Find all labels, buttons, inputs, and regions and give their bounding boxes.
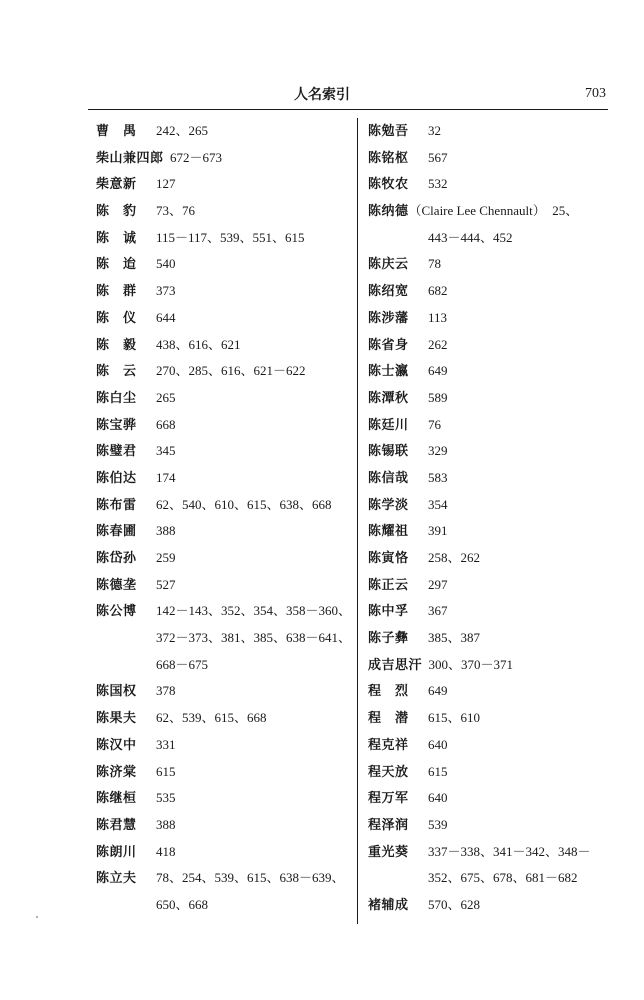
entry-name: 陈诚 <box>96 230 151 246</box>
entry-pages: 418 <box>156 843 176 859</box>
entry-line <box>96 492 354 519</box>
entry-line <box>368 625 620 652</box>
index-entry <box>96 385 354 412</box>
entry-line <box>96 251 354 278</box>
index-entry <box>368 145 620 172</box>
index-entry <box>368 652 620 679</box>
entry-name: 陈铭枢 <box>368 150 409 166</box>
entry-pages: 589 <box>428 389 448 405</box>
entry-name: 陈纳德 <box>368 204 409 220</box>
entry-line <box>368 678 620 705</box>
entry-line <box>96 145 354 172</box>
index-entry <box>368 812 620 839</box>
entry-pages: 682 <box>428 283 448 299</box>
entry-line <box>368 118 620 145</box>
entry-line <box>96 598 354 625</box>
entry-pages: 672－673 <box>170 149 223 165</box>
index-column-left <box>96 118 354 919</box>
index-entry <box>368 839 620 892</box>
entry-pages: 262 <box>428 336 448 352</box>
entry-name: 成吉思汗 <box>368 657 423 673</box>
entry-line <box>96 572 354 599</box>
entry-name: 陈耀祖 <box>368 524 409 540</box>
entry-line <box>96 678 354 705</box>
entry-pages: 337－338、341－342、348－ <box>428 843 591 859</box>
entry-name: 程天放 <box>368 764 409 780</box>
entry-line <box>368 598 620 625</box>
index-entry <box>96 759 354 786</box>
index-entry <box>368 278 620 305</box>
index-entry <box>96 438 354 465</box>
entry-pages: 438、616、621 <box>156 336 241 352</box>
entry-pages: 62、539、615、668 <box>156 710 267 726</box>
index-entry <box>368 118 620 145</box>
entry-continuation-line <box>96 892 354 919</box>
entry-name: 陈云 <box>96 364 151 380</box>
entry-name: 陈岱孙 <box>96 551 137 566</box>
index-entry <box>96 572 354 599</box>
scan-speck <box>36 916 38 918</box>
index-entry <box>368 332 620 359</box>
entry-name: 陈勉吾 <box>368 124 409 139</box>
entry-pages: 615 <box>156 763 176 779</box>
entry-pages: 372－373、381、385、638－641、 <box>156 630 352 646</box>
entry-name: 陈果夫 <box>96 711 137 727</box>
entry-name: 陈迨 <box>96 257 151 273</box>
index-entry <box>96 732 354 759</box>
entry-pages: 373 <box>156 283 176 299</box>
index-entry <box>96 332 354 359</box>
index-entry <box>368 545 620 572</box>
entry-continuation-line <box>96 625 354 652</box>
entry-line <box>368 251 620 278</box>
entry-pages: 258、262 <box>428 550 481 565</box>
entry-pages: 62、540、610、615、638、668 <box>156 496 332 512</box>
index-entry <box>368 678 620 705</box>
entry-name: 陈朗川 <box>96 844 137 860</box>
entry-name: 程泽润 <box>368 817 409 833</box>
entry-pages: 388 <box>156 816 176 832</box>
entry-name: 陈正云 <box>368 577 409 593</box>
entry-line <box>96 839 354 866</box>
index-entry <box>96 518 354 545</box>
entry-pages: 650、668 <box>156 896 209 912</box>
entry-name: 重光葵 <box>368 844 409 860</box>
running-header-title: 人名索引 <box>294 87 350 103</box>
index-entry <box>96 705 354 732</box>
index-entry <box>368 598 620 625</box>
entry-line <box>96 812 354 839</box>
index-entry <box>96 545 354 572</box>
entry-line <box>368 812 620 839</box>
entry-pages: 345 <box>156 443 176 459</box>
entry-pages: 527 <box>156 576 176 592</box>
index-entry <box>96 865 354 918</box>
index-entry <box>368 705 620 732</box>
index-entry <box>96 465 354 492</box>
index-entry <box>368 412 620 439</box>
entry-name: 程万军 <box>368 791 409 807</box>
index-entry <box>96 358 354 385</box>
index-entry <box>96 812 354 839</box>
entry-name: 陈立夫 <box>96 871 137 887</box>
entry-name: 陈学淡 <box>368 497 409 513</box>
entry-name: 陈毅 <box>96 337 151 353</box>
index-entry <box>96 278 354 305</box>
entry-line <box>368 438 620 465</box>
index-entry <box>96 492 354 519</box>
entry-pages: 76 <box>428 416 441 432</box>
entry-pages: 535 <box>156 790 176 806</box>
index-entry <box>96 171 354 198</box>
entry-line <box>96 545 354 572</box>
entry-pages: 443－444、452 <box>428 229 513 245</box>
entry-line <box>368 492 620 519</box>
index-entry <box>368 572 620 599</box>
entry-pages: 142－143、352、354、358－360、 <box>156 603 352 619</box>
entry-line <box>96 385 354 412</box>
entry-pages: 265 <box>156 389 176 405</box>
entry-name: 陈牧农 <box>368 177 409 193</box>
entry-name: 陈伯达 <box>96 470 137 486</box>
entry-name: 陈锡联 <box>368 444 409 460</box>
entry-name: 陈德垄 <box>96 577 137 593</box>
entry-name: 陈子彝 <box>368 631 409 647</box>
entry-name: 陈寅恪 <box>368 551 409 566</box>
entry-name: 陈庆云 <box>368 257 409 273</box>
entry-pages: 78、254、539、615、638－639、 <box>156 870 345 886</box>
entry-name: 柴意新 <box>96 177 137 193</box>
entry-pages: 615 <box>428 763 448 779</box>
entry-pages: 259 <box>156 550 176 565</box>
entry-pages: 640 <box>428 790 448 806</box>
entry-pages: 367 <box>428 603 448 619</box>
entry-name: 程烈 <box>368 684 423 700</box>
entry-line <box>96 305 354 332</box>
entry-pages: 388 <box>156 523 176 539</box>
index-entry <box>368 251 620 278</box>
entry-line <box>96 732 354 759</box>
entry-pages: 532 <box>428 176 448 192</box>
entry-line <box>96 759 354 786</box>
index-entry <box>368 892 620 919</box>
column-divider <box>357 118 358 924</box>
entry-name: 陈白尘 <box>96 390 137 406</box>
entry-line <box>368 358 620 385</box>
entry-name: 柴山兼四郎 <box>96 150 164 166</box>
entry-pages: 270、285、616、621－622 <box>156 363 306 379</box>
entry-pages: 300、370－371 <box>428 656 514 672</box>
entry-pages: 583 <box>428 469 448 485</box>
entry-continuation-line <box>368 865 620 892</box>
entry-line <box>368 518 620 545</box>
index-entry <box>96 839 354 866</box>
entry-name: 陈士瀛 <box>368 364 409 380</box>
entry-name: 陈君慧 <box>96 817 137 833</box>
entry-pages: 391 <box>428 523 448 539</box>
index-entry <box>96 251 354 278</box>
entry-line <box>368 785 620 812</box>
entry-pages: 127 <box>156 176 176 192</box>
entry-name: 陈中孚 <box>368 604 409 620</box>
entry-name: 陈潭秋 <box>368 390 409 406</box>
entry-pages: 174 <box>156 469 176 485</box>
index-entry <box>368 385 620 412</box>
entry-pages: 115－117、539、551、615 <box>156 229 305 245</box>
header-rule <box>88 109 608 110</box>
entry-line <box>368 171 620 198</box>
entry-name: 陈廷川 <box>368 417 409 433</box>
entry-pages: 570、628 <box>428 896 481 912</box>
entry-pages: 354 <box>428 496 448 512</box>
index-entry <box>368 759 620 786</box>
entry-line <box>368 892 620 919</box>
index-column-right <box>368 118 620 919</box>
entry-line <box>368 839 620 866</box>
entry-line <box>368 545 620 572</box>
index-entry <box>368 305 620 332</box>
index-entry <box>96 118 354 145</box>
index-entry <box>368 198 620 251</box>
index-entry <box>368 492 620 519</box>
entry-line <box>368 332 620 359</box>
index-entry <box>368 732 620 759</box>
entry-pages: 297 <box>428 576 448 592</box>
entry-name: 陈公博 <box>96 604 137 620</box>
index-entry <box>96 225 354 252</box>
entry-line <box>96 358 354 385</box>
entry-pages: 78 <box>428 256 441 272</box>
entry-name: 程潜 <box>368 711 423 727</box>
index-entry <box>96 145 354 172</box>
entry-line <box>368 385 620 412</box>
entry-name: 陈省身 <box>368 337 409 353</box>
entry-name: 陈涉藩 <box>368 310 409 326</box>
entry-pages: 352、675、678、681－682 <box>428 870 578 886</box>
entry-pages: 649 <box>428 363 448 379</box>
entry-line <box>368 705 620 732</box>
index-entry <box>96 412 354 439</box>
index-entry <box>368 465 620 492</box>
entry-line <box>368 412 620 439</box>
index-entry <box>96 305 354 332</box>
index-entry <box>368 785 620 812</box>
entry-pages: 668 <box>156 416 176 432</box>
entry-pages: 73、76 <box>156 203 196 219</box>
entry-pages: 32 <box>428 123 441 138</box>
index-entry <box>368 625 620 652</box>
entry-name: 陈豹 <box>96 204 151 220</box>
entry-name: 曹禺 <box>96 124 151 139</box>
entry-name: 陈仪 <box>96 310 151 326</box>
index-entry <box>368 171 620 198</box>
entry-pages: 242、265 <box>156 123 209 138</box>
entry-line <box>96 518 354 545</box>
entry-line <box>96 865 354 892</box>
entry-line <box>368 732 620 759</box>
entry-pages: 539 <box>428 816 448 832</box>
entry-name: 陈信哉 <box>368 470 409 486</box>
entry-line <box>96 785 354 812</box>
entry-line <box>96 465 354 492</box>
entry-name: 陈继桓 <box>96 791 137 807</box>
index-entry <box>96 198 354 225</box>
entry-line <box>96 412 354 439</box>
entry-pages: 649 <box>428 683 448 699</box>
entry-line <box>368 305 620 332</box>
page-number: 703 <box>585 86 606 101</box>
entry-pages: 640 <box>428 736 448 752</box>
entry-pages: 113 <box>428 309 448 325</box>
index-entry <box>96 598 354 678</box>
index-entry <box>96 678 354 705</box>
entry-pages: 540 <box>156 256 176 272</box>
index-entry <box>368 358 620 385</box>
entry-line <box>96 198 354 225</box>
entry-line <box>368 145 620 172</box>
entry-line <box>368 465 620 492</box>
index-entry <box>368 518 620 545</box>
entry-line <box>368 759 620 786</box>
entry-name: 褚辅成 <box>368 897 409 913</box>
entry-line <box>96 171 354 198</box>
entry-name: 陈璧君 <box>96 444 137 460</box>
entry-pages: 668－675 <box>156 656 209 672</box>
entry-pages: 378 <box>156 683 176 699</box>
entry-pages: 385、387 <box>428 630 481 646</box>
entry-pages: 615、610 <box>428 710 481 726</box>
entry-name: 陈国权 <box>96 684 137 700</box>
entry-name: 陈布雷 <box>96 497 137 513</box>
entry-name: 陈群 <box>96 284 151 300</box>
entry-continuation-line <box>96 652 354 679</box>
entry-name: 陈汉中 <box>96 737 137 753</box>
entry-line <box>96 438 354 465</box>
entry-name: 程克祥 <box>368 737 409 753</box>
entry-line <box>96 332 354 359</box>
entry-line <box>96 705 354 732</box>
entry-line <box>368 572 620 599</box>
entry-line <box>96 118 354 145</box>
entry-continuation-line <box>368 225 620 252</box>
entry-pages: 567 <box>428 149 448 165</box>
entry-line <box>96 225 354 252</box>
entry-pages: 644 <box>156 309 176 325</box>
entry-line <box>368 198 620 225</box>
entry-line <box>368 652 620 679</box>
entry-line <box>368 278 620 305</box>
entry-name: 陈宝骅 <box>96 417 137 433</box>
index-entry <box>96 785 354 812</box>
entry-pages: （Claire Lee Chennault） 25、 <box>408 203 579 219</box>
entry-pages: 331 <box>156 736 176 752</box>
index-entry <box>368 438 620 465</box>
entry-line <box>96 278 354 305</box>
entry-name: 陈绍宽 <box>368 284 409 300</box>
entry-pages: 329 <box>428 443 448 459</box>
entry-name: 陈济棠 <box>96 764 137 780</box>
entry-name: 陈春圃 <box>96 524 137 540</box>
